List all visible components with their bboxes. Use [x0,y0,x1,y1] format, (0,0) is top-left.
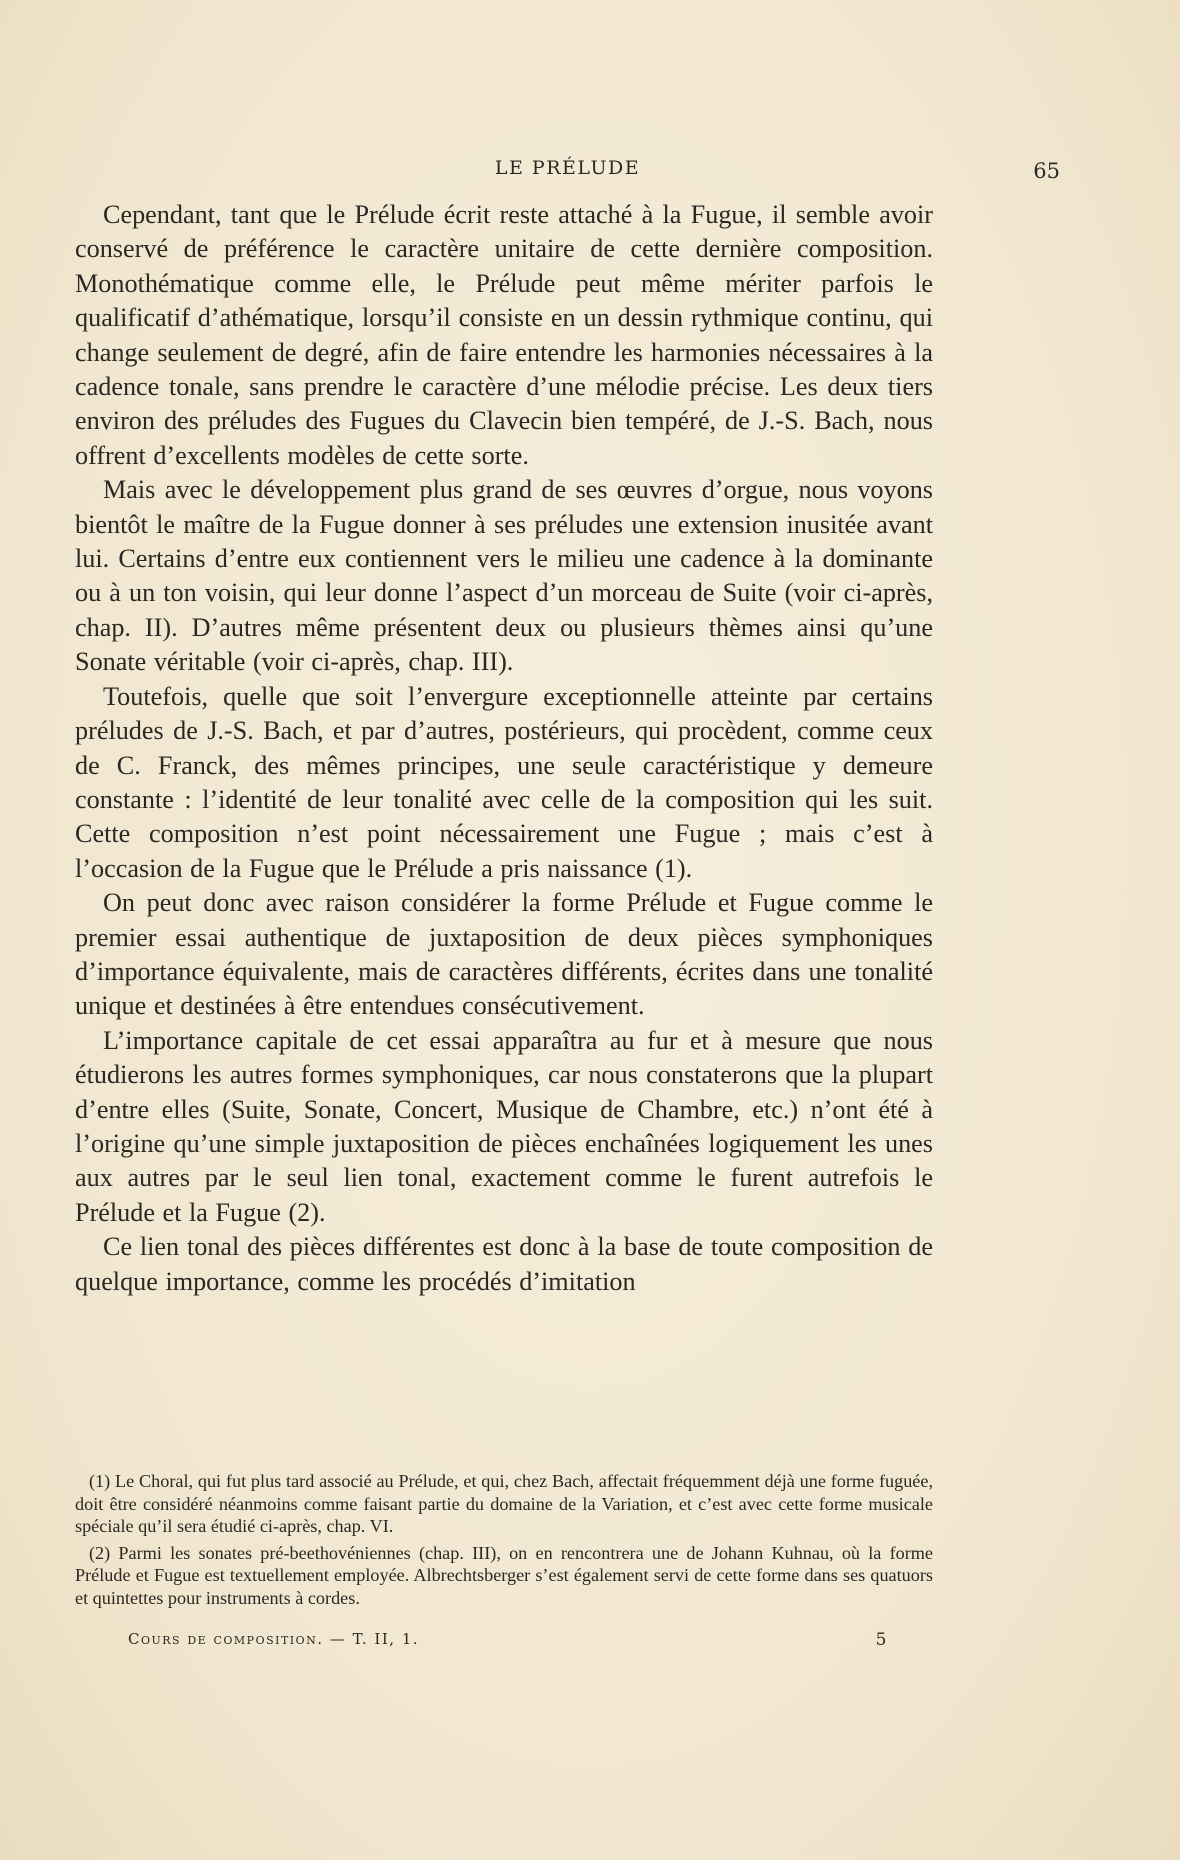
footnote-2: (2) Parmi les sonates pré-beethovéniennes (chap. III), on en rencontrera une de Johann Kuhnau, où la forme Prélude et Fugue est textuellement employée. Albrechtsberger s’est également servi de cette forme dans ses quatuors et quintettes pour instruments à cordes. [75,1542,933,1608]
printer-signature [128,1630,888,1648]
page-header [75,153,1060,183]
running-head: LE PRÉLUDE [494,157,641,179]
signature-text: Cours de composition. — T. II, 1. [128,1630,420,1648]
page-number: 65 [1033,159,1060,183]
paragraph-4: On peut donc avec raison considérer la forme Prélude et Fugue comme le premier essai authentique de juxtaposition de deux pièces symphoniques d’importance équivalente, mais de caractères différents, écrites dans une tonalité unique et destinées à être entendues consécutivement. [75,888,933,1021]
paragraph-1: Cependant, tant que le Prélude écrit reste attaché à la Fugue, il semble avoir conservé de préférence le caractère unitaire de cette dernière composition. Monothématique comme elle, le Prélude peut même mériter parfois le qualificatif d’athématique, lorsqu’il consiste en un dessin rythmique continu, qui change seulement de degré, afin de faire entendre les harmonies nécessaires à la cadence tonale, sans prendre le caractère d’une mélodie précise. Les deux tiers environ des préludes des Fugues du Clavecin bien tempéré, de J.-S. Bach, nous offrent d’excellents modèles de cette sorte. [75,200,933,470]
signature-number: 5 [875,1630,888,1650]
body-text [75,198,933,1299]
paragraph-5: L’importance capitale de cet essai apparaîtra au fur et à mesure que nous étudierons les autres formes symphoniques, car nous constaterons que la plupart d’entre elles (Suite, Sonate, Concert, Musique de Chambre, etc.) n’ont été à l’origine qu’une simple juxtaposition de pièces enchaînées logiquement les unes aux autres par le seul lien tonal, exactement comme le furent autrefois le Prélude et la Fugue (2). [75,1025,933,1227]
paragraph-6: Ce lien tonal des pièces différentes est donc à la base de toute composition de quelque importance, comme les procédés d’imitation [75,1232,933,1296]
paragraph-2: Mais avec le développement plus grand de ses œuvres d’orgue, nous voyons bientôt le maître de la Fugue donner à ses préludes une extension inusitée avant lui. Certains d’entre eux contiennent vers le milieu une cadence à la dominante ou à un ton voisin, qui leur donne l’aspect d’un morceau de Suite (voir ci-après, chap. II). D’autres même présentent deux ou plusieurs thèmes ainsi qu’une Sonate véritable (voir ci-après, chap. III). [75,475,933,677]
footnotes [75,1470,933,1614]
paragraph-3: Toutefois, quelle que soit l’envergure exceptionnelle atteinte par certains préludes de J.-S. Bach, et par d’autres, postérieurs, qui procèdent, comme ceux de C. Franck, des mêmes principes, une seule caractéristique y demeure constante : l’identité de leur tonalité avec celle de la composition qui les suit. Cette composition n’est point nécessairement une Fugue ; mais c’est à l’occasion de la Fugue que le Prélude a pris naissance (1). [75,681,933,883]
footnote-1: (1) Le Choral, qui fut plus tard associé au Prélude, et qui, chez Bach, affectait fréquemment déjà une forme fuguée, doit être considéré néanmoins comme faisant partie du domaine de la Variation, et c’est avec cette forme musicale spéciale qu’il sera étudié ci-après, chap. VI. [75,1471,933,1537]
